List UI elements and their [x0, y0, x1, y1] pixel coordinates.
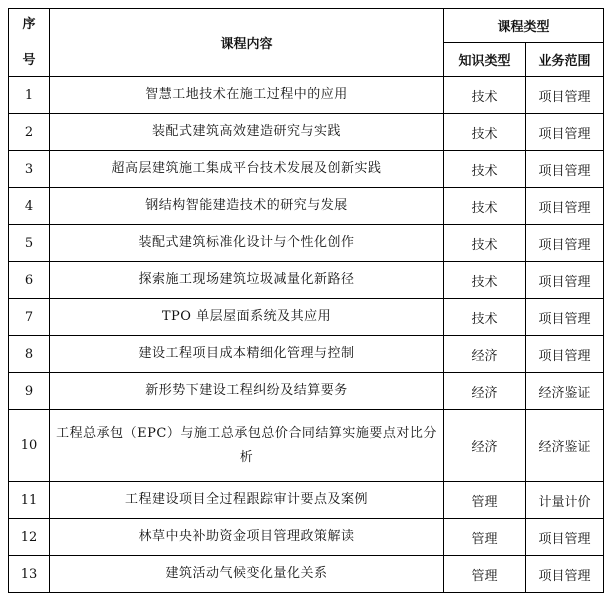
knowledge-type-cell: 技术	[443, 151, 525, 188]
course-table	[8, 8, 604, 593]
business-scope-cell: 项目管理	[526, 299, 604, 336]
knowledge-type-cell: 经济	[443, 410, 525, 482]
row-number-cell: 12	[9, 519, 50, 556]
header-seq	[9, 9, 50, 77]
row-number-cell: 13	[9, 556, 50, 593]
knowledge-type-cell: 技术	[443, 188, 525, 225]
course-content-cell: 装配式建筑标准化设计与个性化创作	[50, 225, 444, 262]
table-row	[9, 336, 604, 373]
course-content-cell: 装配式建筑高效建造研究与实践	[50, 114, 444, 151]
business-scope-cell: 项目管理	[526, 225, 604, 262]
course-content-cell: 钢结构智能建造技术的研究与发展	[50, 188, 444, 225]
business-scope-cell: 项目管理	[526, 336, 604, 373]
table-row	[9, 77, 604, 114]
row-number-cell: 4	[9, 188, 50, 225]
table-row	[9, 482, 604, 519]
header-seq-bottom: 号	[22, 52, 36, 68]
course-content-cell: 建设工程项目成本精细化管理与控制	[50, 336, 444, 373]
course-content-cell: 超高层建筑施工集成平台技术发展及创新实践	[50, 151, 444, 188]
row-number-cell: 10	[9, 410, 50, 482]
row-number-cell: 11	[9, 482, 50, 519]
header-category: 课程类型	[443, 9, 603, 43]
row-number-cell: 3	[9, 151, 50, 188]
course-content-cell: 林草中央补助资金项目管理政策解读	[50, 519, 444, 556]
knowledge-type-cell: 经济	[443, 373, 525, 410]
row-number-cell: 2	[9, 114, 50, 151]
business-scope-cell: 计量计价	[526, 482, 604, 519]
table-row	[9, 188, 604, 225]
table-row	[9, 373, 604, 410]
business-scope-cell: 项目管理	[526, 556, 604, 593]
knowledge-type-cell: 管理	[443, 519, 525, 556]
knowledge-type-cell: 技术	[443, 77, 525, 114]
table-row	[9, 225, 604, 262]
course-content-cell: 智慧工地技术在施工过程中的应用	[50, 77, 444, 114]
business-scope-cell: 项目管理	[526, 77, 604, 114]
row-number-cell: 5	[9, 225, 50, 262]
knowledge-type-cell: 管理	[443, 482, 525, 519]
course-content-cell: 建筑活动气候变化量化关系	[50, 556, 444, 593]
header-knowledge-type: 知识类型	[443, 43, 525, 77]
table-row	[9, 556, 604, 593]
course-content-cell: 工程建设项目全过程跟踪审计要点及案例	[50, 482, 444, 519]
business-scope-cell: 经济鉴证	[526, 373, 604, 410]
row-number-cell: 6	[9, 262, 50, 299]
table-row	[9, 410, 604, 482]
business-scope-cell: 项目管理	[526, 151, 604, 188]
knowledge-type-cell: 技术	[443, 225, 525, 262]
course-content-cell: TPO 单层屋面系统及其应用	[50, 299, 444, 336]
business-scope-cell: 经济鉴证	[526, 410, 604, 482]
row-number-cell: 8	[9, 336, 50, 373]
knowledge-type-cell: 技术	[443, 262, 525, 299]
business-scope-cell: 项目管理	[526, 262, 604, 299]
knowledge-type-cell: 技术	[443, 114, 525, 151]
row-number-cell: 7	[9, 299, 50, 336]
knowledge-type-cell: 经济	[443, 336, 525, 373]
knowledge-type-cell: 管理	[443, 556, 525, 593]
header-business-scope: 业务范围	[526, 43, 604, 77]
table-row	[9, 299, 604, 336]
table-row	[9, 151, 604, 188]
business-scope-cell: 项目管理	[526, 114, 604, 151]
table-row	[9, 262, 604, 299]
table-row	[9, 519, 604, 556]
knowledge-type-cell: 技术	[443, 299, 525, 336]
header-seq-top: 序	[22, 16, 36, 32]
row-number-cell: 1	[9, 77, 50, 114]
course-content-cell: 新形势下建设工程纠纷及结算要务	[50, 373, 444, 410]
business-scope-cell: 项目管理	[526, 188, 604, 225]
table-row	[9, 114, 604, 151]
course-content-cell: 工程总承包（EPC）与施工总承包总价合同结算实施要点对比分析	[50, 410, 444, 482]
header-content: 课程内容	[50, 9, 444, 77]
course-content-cell: 探索施工现场建筑垃圾减量化新路径	[50, 262, 444, 299]
row-number-cell: 9	[9, 373, 50, 410]
business-scope-cell: 项目管理	[526, 519, 604, 556]
